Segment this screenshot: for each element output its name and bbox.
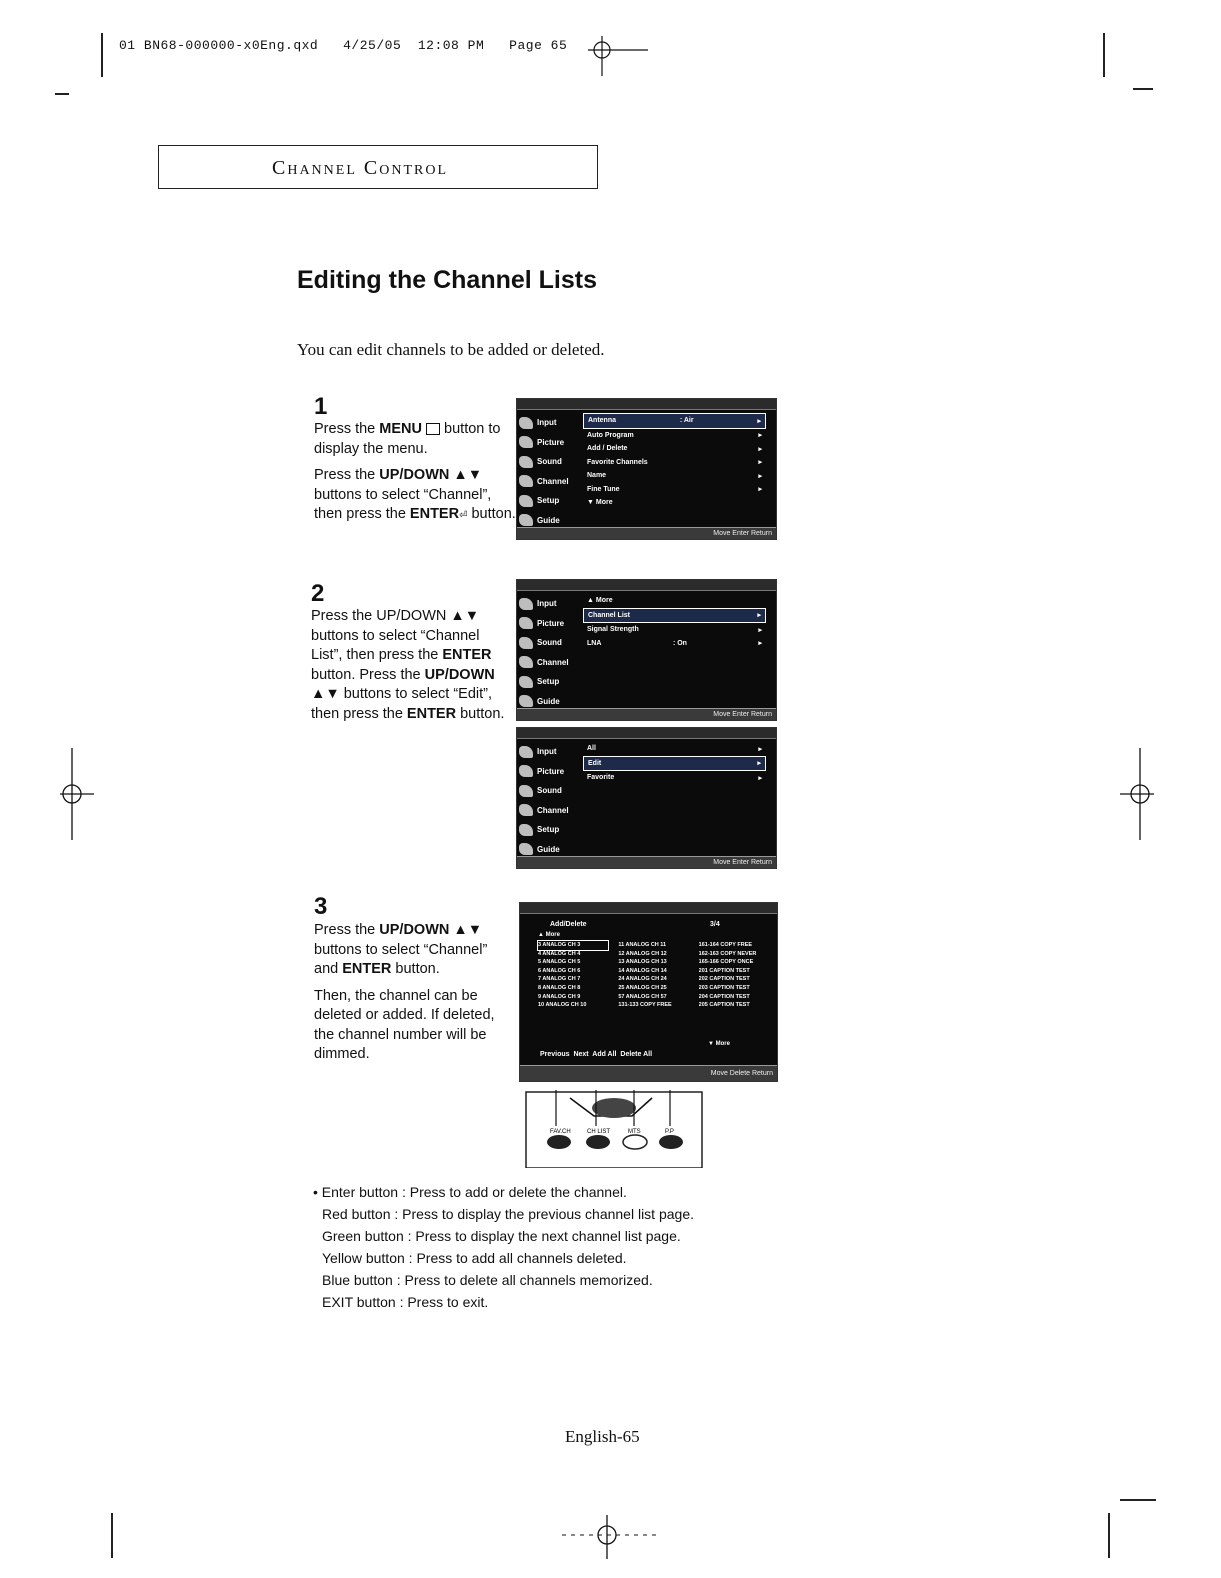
tv-menu-screen-channel-list	[516, 579, 777, 721]
input-icon	[519, 598, 533, 610]
channel-item: 5 ANALOG CH 5	[538, 959, 581, 966]
step-paragraph: Press the UP/DOWN ▲▼ buttons to select “Channel”, then press the ENTER⏎ button.	[314, 467, 516, 522]
note-line: Yellow button : Press to add all channels deleted.	[322, 1250, 627, 1266]
sidebar-item-guide: Guide	[519, 511, 579, 531]
step-paragraph: Press the UP/DOWN ▲▼ buttons to select “Channel” and ENTER button.	[314, 922, 488, 977]
sidebar-item-guide: Guide	[519, 840, 579, 860]
channel-item: 24 ANALOG CH 24	[618, 976, 667, 983]
channel-icon	[519, 475, 533, 487]
sidebar-item-sound: Sound	[519, 452, 579, 472]
channel-item: 7 ANALOG CH 7	[538, 976, 581, 983]
menu-button-icon	[426, 423, 440, 435]
sidebar-item-sound: Sound	[519, 633, 579, 653]
step-paragraph: Press the UP/DOWN ▲▼ buttons to select “Channel List”, then press the ENTER button. Press the UP/DOWN ▲▼ buttons to select “Edit”, then press the ENTER button.	[311, 608, 505, 722]
channel-icon	[519, 656, 533, 668]
guide-icon	[519, 695, 533, 707]
channel-item: 162-163 COPY NEVER	[698, 950, 757, 957]
step-number: 2	[311, 580, 325, 607]
sidebar-item-picture: Picture	[519, 614, 579, 634]
channel-item: 161-164 COPY FREE	[698, 942, 753, 948]
channel-item: 204 CAPTION TEST	[698, 993, 750, 1000]
registration-target-icon	[56, 748, 96, 840]
sidebar-item-picture: Picture	[519, 762, 579, 782]
menu-item-favorite-channels: Favorite Channels ▸	[587, 458, 762, 467]
menu-item-antenna: Antenna : Air ▸	[583, 413, 766, 429]
sidebar-item-setup: Setup	[519, 672, 579, 692]
picture-icon	[519, 765, 533, 777]
channel-item: 131-133 COPY FREE	[618, 1002, 672, 1009]
tv-add-delete-screen	[519, 902, 778, 1082]
menu-item-name: Name ▸	[587, 472, 762, 480]
note-line: EXIT button : Press to exit.	[322, 1294, 489, 1310]
menu-item-more: ▼ More	[587, 499, 613, 507]
channel-item: 12 ANALOG CH 12	[618, 950, 667, 957]
screen-top-bar	[517, 399, 776, 410]
sound-icon	[519, 456, 533, 468]
screen-footer: Move Enter Return	[517, 527, 776, 539]
remote-button-label: FAV.CH	[550, 1129, 571, 1135]
note-line: Green button : Press to display the next channel list page.	[322, 1228, 681, 1244]
menu-item-auto-program: Auto Program ▸	[587, 431, 762, 440]
menu-item-favorite: Favorite ▸	[587, 774, 762, 782]
channel-menu	[583, 413, 766, 510]
sidebar-item-setup: Setup	[519, 491, 579, 511]
channel-item: 14 ANALOG CH 14	[618, 967, 667, 974]
guide-icon	[519, 843, 533, 855]
channel-item: 13 ANALOG CH 13	[618, 959, 667, 966]
color-button-actions: Previous Next Add All Delete All	[540, 1051, 653, 1058]
channel-item: 9 ANALOG CH 9	[538, 993, 581, 1000]
menu-item-channel-list: Channel List ▸	[583, 608, 766, 624]
note-line: • Enter button : Press to add or delete the channel.	[313, 1184, 627, 1200]
more-up-indicator: ▲ More	[538, 932, 560, 938]
menu-item-edit: Edit ▸	[583, 756, 766, 772]
step-number: 1	[314, 393, 328, 420]
channel-item: 205 CAPTION TEST	[698, 1002, 750, 1009]
page-indicator: 3/4	[710, 921, 720, 928]
channel-item: 201 CAPTION TEST	[698, 967, 750, 974]
tv-sidebar	[519, 413, 579, 530]
channel-item: 11 ANALOG CH 11	[618, 942, 667, 948]
picture-icon	[519, 436, 533, 448]
intro-text: You can edit channels to be added or deleted.	[297, 340, 605, 359]
print-header: 01 BN68-000000-x0Eng.qxd 4/25/05 12:08 PM Page 65	[119, 38, 568, 53]
step-text	[314, 420, 519, 533]
crop-mark	[101, 33, 103, 77]
channel-item: 25 ANALOG CH 25	[618, 984, 667, 991]
step-number: 3	[314, 893, 328, 920]
channel-item: 57 ANALOG CH 57	[618, 993, 667, 1000]
sidebar-item-input: Input	[519, 413, 579, 433]
registration-target-icon	[562, 1515, 658, 1559]
channel-list-menu	[583, 742, 766, 785]
screen-top-bar	[520, 903, 777, 914]
remote-control-illustration	[522, 1090, 706, 1168]
channel-item: 8 ANALOG CH 8	[538, 984, 581, 991]
sidebar-item-channel: Channel	[519, 801, 579, 821]
channel-item: 6 ANALOG CH 6	[538, 967, 581, 974]
sidebar-item-setup: Setup	[519, 820, 579, 840]
sound-icon	[519, 785, 533, 797]
picture-icon	[519, 617, 533, 629]
sidebar-item-guide: Guide	[519, 692, 579, 712]
note-line: Red button : Press to display the previous channel list page.	[322, 1206, 694, 1222]
channel-icon	[519, 804, 533, 816]
step-text	[314, 921, 514, 1072]
remote-button-label: CH LIST	[587, 1129, 611, 1135]
channel-menu	[583, 594, 766, 650]
channel-item: 203 CAPTION TEST	[698, 984, 750, 991]
add-delete-title: Add/Delete	[550, 921, 587, 928]
menu-item-more: ▲ More	[587, 597, 613, 605]
menu-item-fine-tune: Fine Tune ▸	[587, 485, 762, 494]
menu-item-lna: LNA : On ▸	[587, 639, 762, 648]
registration-target-icon	[1118, 748, 1158, 840]
sidebar-item-sound: Sound	[519, 781, 579, 801]
menu-item-signal-strength: Signal Strength ▸	[587, 626, 762, 634]
crop-mark	[111, 1513, 113, 1558]
step-paragraph: Press the MENU button to display the menu.	[314, 421, 501, 457]
remote-button-label: P.P	[665, 1129, 674, 1135]
tv-menu-screen-channel	[516, 398, 777, 540]
screen-footer: Move Delete Return	[520, 1065, 777, 1081]
step-paragraph: Then, the channel can be deleted or added. If deleted, the channel number will be dimmed.	[314, 987, 495, 1062]
tv-menu-screen-edit	[516, 727, 777, 869]
sidebar-item-channel: Channel	[519, 653, 579, 673]
setup-icon	[519, 824, 533, 836]
channel-item: 3 ANALOG CH 3	[538, 941, 608, 950]
remote-button-label: MTS	[628, 1129, 641, 1135]
crop-mark	[55, 93, 69, 95]
registration-target-icon	[588, 36, 648, 78]
sidebar-item-input: Input	[519, 594, 579, 614]
input-icon	[519, 417, 533, 429]
section-title: Channel Control	[272, 157, 448, 179]
input-icon	[519, 746, 533, 758]
sidebar-item-channel: Channel	[519, 472, 579, 492]
guide-icon	[519, 514, 533, 526]
crop-mark	[1120, 1499, 1156, 1501]
screen-top-bar	[517, 580, 776, 591]
screen-top-bar	[517, 728, 776, 739]
setup-icon	[519, 676, 533, 688]
channel-item: 165-166 COPY ONCE	[698, 959, 754, 966]
screen-footer: Move Enter Return	[517, 708, 776, 720]
crop-mark	[1103, 33, 1105, 77]
sound-icon	[519, 637, 533, 649]
sidebar-item-input: Input	[519, 742, 579, 762]
note-line: Blue button : Press to delete all channels memorized.	[322, 1272, 653, 1288]
page-title: Editing the Channel Lists	[297, 266, 598, 294]
crop-mark	[1133, 88, 1153, 90]
sidebar-item-picture: Picture	[519, 433, 579, 453]
menu-item-add-delete: Add / Delete ▸	[587, 445, 762, 453]
more-down-indicator: ▼ More	[708, 1041, 730, 1047]
setup-icon	[519, 495, 533, 507]
enter-button-icon: ⏎	[459, 510, 468, 521]
step-text	[311, 607, 511, 731]
channel-item: 202 CAPTION TEST	[698, 976, 750, 983]
channel-item: 4 ANALOG CH 4	[538, 950, 581, 957]
page-number: English-65	[565, 1427, 640, 1446]
tv-sidebar	[519, 742, 579, 859]
screen-footer: Move Enter Return	[517, 856, 776, 868]
menu-item-all: All ▸	[587, 745, 762, 753]
channel-grid	[538, 941, 769, 1010]
channel-item: 10 ANALOG CH 10	[538, 1002, 587, 1009]
button-notes	[313, 1181, 694, 1313]
tv-sidebar	[519, 594, 579, 711]
crop-mark	[1108, 1513, 1110, 1558]
